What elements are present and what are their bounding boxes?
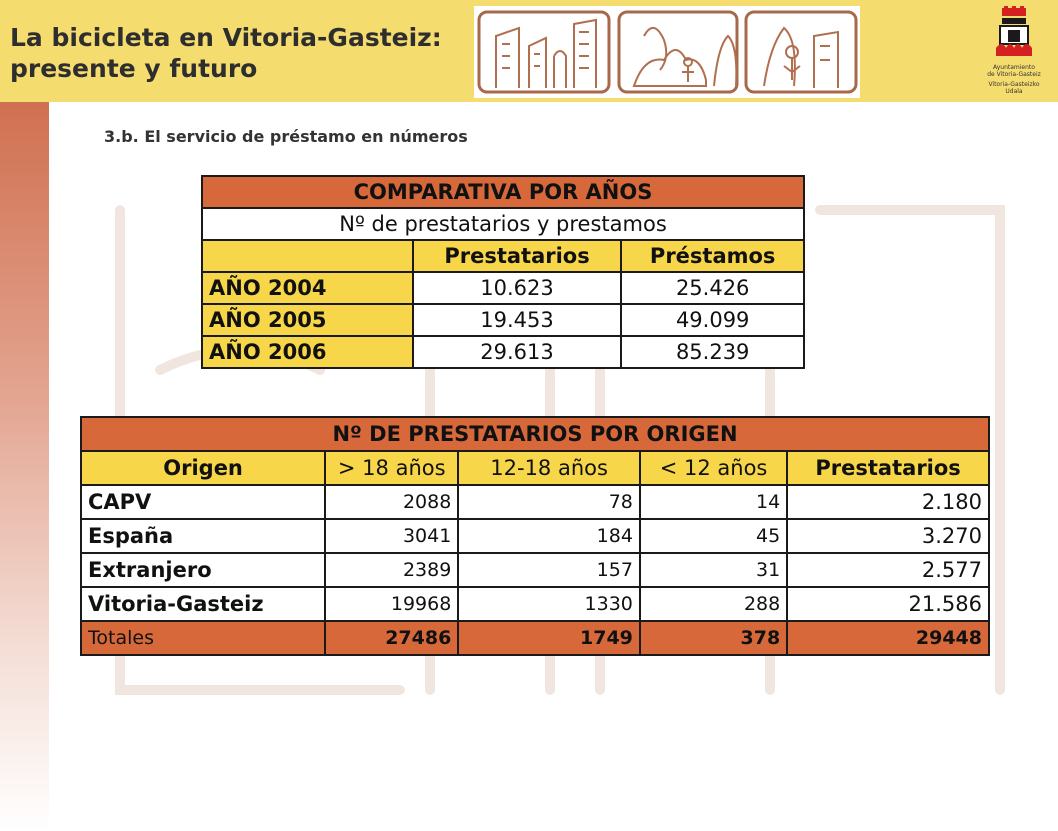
cell-over-18: 2088 xyxy=(325,485,458,519)
table1-col-prestamos: Préstamos xyxy=(621,240,804,272)
row-origin: España xyxy=(81,519,325,553)
table1-title: COMPARATIVA POR AÑOS xyxy=(202,176,804,208)
logo-line-1: Ayuntamiento xyxy=(993,64,1035,71)
cell-12-18: 184 xyxy=(458,519,640,553)
title-line-1: La bicicleta en Vitoria-Gasteiz: xyxy=(10,23,442,52)
cell-total-borrowers: 2.180 xyxy=(787,485,989,519)
row-origin: Extranjero xyxy=(81,553,325,587)
logo-line-4: Udala xyxy=(1005,88,1023,95)
cell-prestamos: 85.239 xyxy=(621,336,804,368)
row-year: AÑO 2004 xyxy=(202,272,413,304)
cell-under-12: 288 xyxy=(640,587,787,621)
table-row xyxy=(81,519,989,553)
cell-prestatarios: 10.623 xyxy=(413,272,622,304)
cell-prestamos: 25.426 xyxy=(621,272,804,304)
total-over-18: 27486 xyxy=(325,621,458,655)
cell-under-12: 31 xyxy=(640,553,787,587)
row-origin: Vitoria-Gasteiz xyxy=(81,587,325,621)
totals-label: Totales xyxy=(81,621,325,655)
cell-12-18: 1330 xyxy=(458,587,640,621)
table2-col-12-18: 12-18 años xyxy=(458,451,640,485)
row-origin: CAPV xyxy=(81,485,325,519)
page-title xyxy=(10,22,442,84)
sketch-banner-drawing xyxy=(474,6,860,98)
table-row xyxy=(202,304,804,336)
table2-col-over-18: > 18 años xyxy=(325,451,458,485)
cell-12-18: 157 xyxy=(458,553,640,587)
logo-line-3: Vitoria-Gasteizko xyxy=(988,81,1040,88)
cell-under-12: 14 xyxy=(640,485,787,519)
table-row xyxy=(81,485,989,519)
cell-prestatarios: 29.613 xyxy=(413,336,622,368)
total-borrowers: 29448 xyxy=(787,621,989,655)
borrowers-by-origin-table xyxy=(80,416,990,656)
yearly-comparison-table xyxy=(201,175,805,369)
cell-over-18: 3041 xyxy=(325,519,458,553)
coat-of-arms-icon xyxy=(994,6,1034,58)
table1-empty-header xyxy=(202,240,413,272)
table1-col-prestatarios: Prestatarios xyxy=(413,240,622,272)
city-council-logo xyxy=(984,6,1044,96)
sketch-banner-image xyxy=(474,6,860,98)
total-12-18: 1749 xyxy=(458,621,640,655)
title-line-2: presente y futuro xyxy=(10,54,258,83)
left-sidebar-gradient xyxy=(0,102,49,831)
totals-row xyxy=(81,621,989,655)
section-subtitle: 3.b. El servicio de préstamo en números xyxy=(104,127,468,146)
header-bar xyxy=(0,0,1058,102)
table2-col-under-12: < 12 años xyxy=(640,451,787,485)
total-under-12: 378 xyxy=(640,621,787,655)
cell-over-18: 19968 xyxy=(325,587,458,621)
table-row xyxy=(81,553,989,587)
logo-caption xyxy=(984,64,1044,95)
table1-subtitle: Nº de prestatarios y prestamos xyxy=(202,208,804,240)
cell-total-borrowers: 2.577 xyxy=(787,553,989,587)
cell-under-12: 45 xyxy=(640,519,787,553)
table-row xyxy=(81,587,989,621)
row-year: AÑO 2006 xyxy=(202,336,413,368)
cell-total-borrowers: 3.270 xyxy=(787,519,989,553)
cell-over-18: 2389 xyxy=(325,553,458,587)
logo-line-2: de Vitoria-Gasteiz xyxy=(987,71,1041,78)
cell-12-18: 78 xyxy=(458,485,640,519)
table2-col-prestatarios: Prestatarios xyxy=(787,451,989,485)
table2-title: Nº DE PRESTATARIOS POR ORIGEN xyxy=(81,417,989,451)
cell-prestamos: 49.099 xyxy=(621,304,804,336)
table-row xyxy=(202,336,804,368)
table2-col-origen: Origen xyxy=(81,451,325,485)
row-year: AÑO 2005 xyxy=(202,304,413,336)
cell-total-borrowers: 21.586 xyxy=(787,587,989,621)
cell-prestatarios: 19.453 xyxy=(413,304,622,336)
table-row xyxy=(202,272,804,304)
